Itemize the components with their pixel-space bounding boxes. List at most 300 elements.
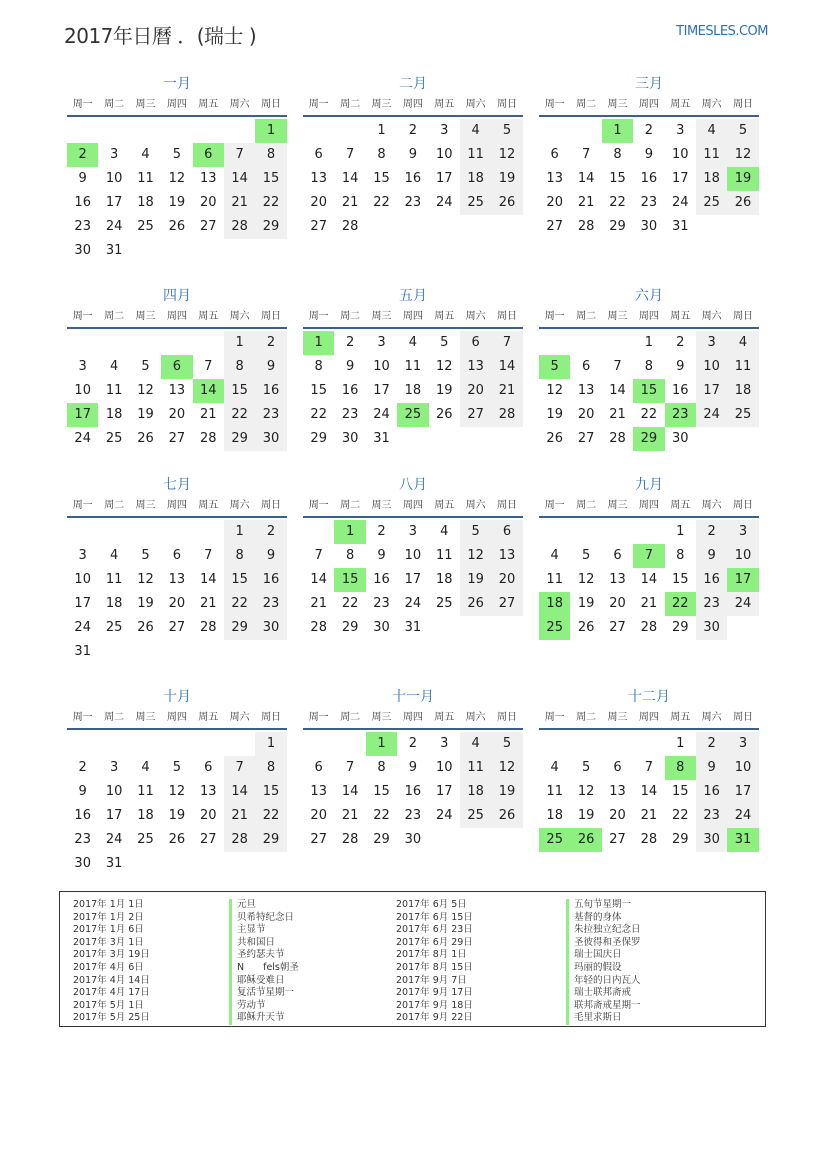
day-cell: 8 [345,548,355,563]
empty-cell [224,732,255,756]
day-cell: 12 [137,383,154,398]
holiday-day-cell: 1 [255,119,286,143]
day-cell: 14 [640,572,658,587]
weekday-label: 周二 [576,712,597,723]
day-cell: 31 [105,243,123,258]
day-cell: 27 [546,219,563,234]
weekday-label: 周四 [402,311,423,322]
day-cell: 24 [727,592,758,616]
holiday-date: 2017年 1月 6日 [73,924,144,936]
empty-cell [98,119,129,143]
day-cell: 9 [78,784,87,799]
holiday-day-cell: 23 [665,403,696,427]
weekday-header [303,307,523,329]
day-cell: 16 [671,383,689,398]
day-cell: 27 [310,832,327,847]
empty-cell [303,520,334,544]
weekday-label: 周一 [544,311,565,322]
weekday-label: 周日 [497,712,518,723]
day-cell: 3 [676,123,685,138]
month-block [303,686,523,852]
holiday-name: 朱拉独立纪念日 [566,924,641,937]
holiday-day-cell: 18 [539,592,570,616]
day-cell: 19 [577,596,595,611]
day-cell: 2 [696,732,727,756]
day-cell: 27 [310,219,327,234]
day-cell: 19 [435,383,453,398]
month-block [303,73,523,239]
day-cell: 6 [491,520,522,544]
day-cell: 14 [224,780,255,804]
holiday-name: 圣彼得和圣保罗 [566,937,641,950]
weekday-label: 周一 [72,712,93,723]
day-cell: 11 [105,572,123,587]
day-cell: 26 [460,592,491,616]
site-logo[interactable]: TIMESLES.COM [676,24,768,39]
empty-cell [570,520,601,544]
day-cell: 13 [199,171,217,186]
weekday-label: 周日 [261,99,282,110]
day-cell: 17 [435,171,453,186]
empty-cell [193,331,224,355]
day-cell: 23 [640,195,658,210]
day-cell: 30 [74,243,91,258]
holiday-name: 瑞士联邦斋戒 [566,987,641,1000]
day-cell: 30 [341,431,359,446]
day-cell: 12 [168,171,186,186]
day-cell: 10 [727,544,758,568]
day-cell: 11 [435,548,453,563]
empty-cell [633,732,664,756]
day-cell: 18 [727,379,758,403]
empty-cell [539,119,570,143]
day-cell: 18 [404,383,422,398]
weekday-label: 周六 [465,99,486,110]
day-cell: 7 [345,760,355,775]
day-cell: 31 [373,431,390,446]
day-cell: 19 [168,195,186,210]
empty-cell [130,520,161,544]
weekday-header [67,95,287,117]
day-cell: 23 [404,808,422,823]
holiday-name: 耶稣受难日 [229,975,299,988]
day-grid [67,520,287,664]
weekday-label: 周五 [198,99,219,110]
day-cell: 2 [255,520,286,544]
day-cell: 19 [137,596,154,611]
weekday-label: 周一 [308,99,329,110]
weekday-label: 周日 [497,500,518,511]
day-cell: 5 [491,119,522,143]
weekday-label: 周二 [576,99,597,110]
weekday-label: 周五 [434,311,455,322]
weekday-label: 周六 [465,311,486,322]
day-cell: 27 [577,431,595,446]
day-cell: 22 [341,596,359,611]
holiday-day-cell: 17 [67,403,98,427]
day-cell: 8 [255,143,286,167]
day-cell: 29 [609,219,626,234]
weekday-label: 周四 [402,712,423,723]
day-cell: 26 [137,620,154,635]
day-cell: 13 [199,784,217,799]
weekday-label: 周日 [497,311,518,322]
day-cell: 29 [310,431,327,446]
day-cell: 1 [224,520,255,544]
day-cell: 3 [109,760,119,775]
day-cell: 16 [404,784,422,799]
weekday-label: 周五 [670,500,691,511]
day-cell: 31 [105,856,123,871]
day-cell: 1 [676,736,685,751]
holiday-name: 毛里求斯日 [566,1012,641,1025]
day-cell: 10 [727,756,758,780]
day-cell: 10 [105,171,123,186]
weekday-label: 周二 [104,99,125,110]
day-cell: 17 [727,780,758,804]
day-cell: 30 [696,616,727,640]
weekday-label: 周五 [670,311,691,322]
holiday-list [59,891,766,1027]
weekday-label: 周日 [733,500,754,511]
day-cell: 9 [408,147,417,162]
day-cell: 22 [255,804,286,828]
holiday-date: 2017年 9月 18日 [396,999,473,1011]
day-cell: 6 [172,548,181,563]
weekday-label: 周三 [371,311,392,322]
holiday-date: 2017年 6月 29日 [396,936,473,948]
day-cell: 29 [255,828,286,852]
day-cell: 23 [373,596,390,611]
day-cell: 21 [577,195,595,210]
day-cell: 14 [609,383,626,398]
day-cell: 29 [255,215,286,239]
day-cell: 8 [224,544,255,568]
day-cell: 11 [460,143,491,167]
day-cell: 1 [644,335,653,350]
day-cell: 24 [105,219,123,234]
day-cell: 12 [460,544,491,568]
day-cell: 23 [255,592,286,616]
weekday-label: 周二 [104,311,125,322]
day-cell: 21 [199,407,217,422]
day-cell: 4 [141,147,150,162]
day-cell: 9 [644,147,653,162]
day-cell: 8 [224,355,255,379]
day-cell: 13 [609,572,626,587]
day-cell: 21 [640,596,658,611]
weekday-label: 周四 [402,500,423,511]
weekday-label: 周四 [166,99,187,110]
day-cell: 28 [199,620,217,635]
day-cell: 10 [74,572,91,587]
day-cell: 25 [696,191,727,215]
day-cell: 23 [255,403,286,427]
day-cell: 17 [105,808,123,823]
day-cell: 7 [204,548,213,563]
holiday-name: 瑞士国庆日 [566,949,641,962]
day-cell: 28 [341,832,359,847]
month-name: 七月 [163,477,191,493]
empty-cell [67,331,98,355]
day-cell: 28 [310,620,327,635]
weekday-label: 周六 [229,712,250,723]
weekday-label: 周五 [670,712,691,723]
day-cell: 30 [640,219,658,234]
empty-cell [602,331,633,355]
month-block [67,474,287,664]
holiday-day-cell: 19 [727,167,758,191]
weekday-label: 周三 [371,712,392,723]
weekday-label: 周日 [497,99,518,110]
day-cell: 21 [341,808,359,823]
day-cell: 3 [696,331,727,355]
weekday-label: 周三 [607,712,628,723]
day-cell: 17 [404,572,422,587]
weekday-label: 周二 [104,712,125,723]
day-cell: 18 [460,780,491,804]
day-cell: 19 [577,808,595,823]
weekday-label: 周日 [261,712,282,723]
day-cell: 20 [168,407,186,422]
month-block [67,73,287,263]
day-cell: 16 [255,568,286,592]
weekday-label: 周日 [733,311,754,322]
day-cell: 20 [460,379,491,403]
day-cell: 12 [577,572,595,587]
day-cell: 4 [696,119,727,143]
weekday-label: 周二 [576,311,597,322]
holiday-day-cell: 6 [161,355,192,379]
month-block [67,686,287,876]
day-cell: 2 [676,335,685,350]
day-cell: 29 [671,832,689,847]
weekday-label: 周一 [308,500,329,511]
day-cell: 19 [168,808,186,823]
day-cell: 10 [435,147,453,162]
day-cell: 16 [373,572,390,587]
day-cell: 5 [581,548,591,563]
day-cell: 3 [109,147,119,162]
holiday-date: 2017年 6月 15日 [396,911,473,923]
day-cell: 30 [696,828,727,852]
weekday-label: 周六 [701,712,722,723]
day-cell: 29 [224,616,255,640]
weekday-header [539,95,759,117]
weekday-label: 周三 [135,99,156,110]
day-cell: 11 [404,359,422,374]
day-cell: 7 [491,331,522,355]
day-cell: 29 [341,620,359,635]
day-cell: 27 [609,620,626,635]
empty-cell [224,119,255,143]
weekday-label: 周二 [340,712,361,723]
day-cell: 6 [314,760,323,775]
day-cell: 9 [696,544,727,568]
day-cell: 14 [491,355,522,379]
weekday-label: 周三 [607,311,628,322]
day-grid [539,520,759,640]
holiday-date: 2017年 4月 17日 [73,987,150,999]
day-grid [67,732,287,876]
weekday-label: 周四 [638,99,659,110]
day-cell: 22 [224,592,255,616]
weekday-header [303,95,523,117]
day-cell: 20 [310,808,327,823]
weekday-label: 周六 [465,500,486,511]
day-cell: 19 [137,407,154,422]
month-name: 二月 [399,76,427,92]
day-cell: 24 [373,407,390,422]
holiday-date: 2017年 8月 1日 [396,949,467,961]
day-cell: 24 [696,403,727,427]
empty-cell [633,520,664,544]
day-cell: 31 [74,644,91,659]
month-name: 九月 [635,477,663,493]
weekday-label: 周一 [308,712,329,723]
day-cell: 24 [435,808,453,823]
day-cell: 27 [168,431,186,446]
weekday-label: 周五 [434,500,455,511]
weekday-label: 周一 [72,99,93,110]
empty-cell [67,119,98,143]
day-cell: 8 [644,359,653,374]
day-cell: 6 [550,147,559,162]
day-cell: 4 [550,760,559,775]
day-cell: 21 [491,379,522,403]
day-cell: 21 [199,596,217,611]
weekday-label: 周三 [607,99,628,110]
empty-cell [193,520,224,544]
day-cell: 24 [727,804,758,828]
day-cell: 22 [255,191,286,215]
day-cell: 15 [373,784,390,799]
weekday-label: 周一 [72,311,93,322]
weekday-label: 周二 [576,500,597,511]
holiday-day-cell: 5 [539,355,570,379]
day-cell: 18 [137,195,154,210]
holiday-day-cell: 6 [193,143,224,167]
day-cell: 22 [640,407,658,422]
day-cell: 10 [696,355,727,379]
holiday-date: 2017年 3月 19日 [73,949,150,961]
day-cell: 25 [460,191,491,215]
empty-cell [570,331,601,355]
day-cell: 5 [141,359,150,374]
day-cell: 8 [377,147,386,162]
holiday-day-cell: 31 [727,828,758,852]
day-cell: 27 [491,592,522,616]
day-cell: 18 [696,167,727,191]
day-cell: 16 [696,568,727,592]
day-cell: 9 [255,544,286,568]
day-cell: 17 [435,784,453,799]
day-cell: 22 [609,195,626,210]
day-cell: 30 [74,856,91,871]
day-cell: 23 [74,832,91,847]
weekday-label: 周六 [701,311,722,322]
day-cell: 11 [546,784,563,799]
day-cell: 23 [696,592,727,616]
empty-cell [539,732,570,756]
day-cell: 28 [640,832,658,847]
day-cell: 4 [440,524,449,539]
day-cell: 1 [255,732,286,756]
day-cell: 13 [609,784,626,799]
day-cell: 14 [341,784,359,799]
day-cell: 17 [105,195,123,210]
empty-cell [130,119,161,143]
weekday-header [303,708,523,730]
month-block [303,474,523,640]
day-cell: 11 [696,143,727,167]
day-grid [539,732,759,852]
day-cell: 28 [224,215,255,239]
day-cell: 16 [341,383,359,398]
day-cell: 11 [137,171,154,186]
day-cell: 18 [137,808,154,823]
day-cell: 16 [404,171,422,186]
day-cell: 27 [609,832,626,847]
day-cell: 16 [640,171,658,186]
holiday-day-cell: 25 [539,616,570,640]
day-cell: 28 [224,828,255,852]
day-cell: 21 [310,596,327,611]
day-cell: 16 [74,808,91,823]
weekday-label: 周日 [733,712,754,723]
weekday-label: 周六 [701,99,722,110]
day-cell: 6 [613,548,622,563]
holiday-day-cell: 26 [570,828,601,852]
day-cell: 3 [78,359,87,374]
day-cell: 15 [224,379,255,403]
empty-cell [303,119,334,143]
day-cell: 25 [137,832,154,847]
holiday-name: 玛丽的假设 [566,962,641,975]
day-cell: 25 [460,804,491,828]
day-cell: 29 [224,427,255,451]
day-cell: 26 [577,620,595,635]
month-name: 十月 [163,689,191,705]
empty-cell [539,331,570,355]
day-cell: 27 [168,620,186,635]
holiday-name: 共和国日 [229,937,299,950]
day-cell: 6 [581,359,591,374]
weekday-label: 周五 [434,712,455,723]
day-cell: 23 [404,195,422,210]
weekday-label: 周五 [198,311,219,322]
day-grid [303,732,523,852]
day-cell: 7 [224,756,255,780]
day-cell: 25 [435,596,453,611]
day-cell: 15 [310,383,327,398]
month-block [303,285,523,451]
holiday-date: 2017年 6月 23日 [396,924,473,936]
weekday-label: 周日 [733,99,754,110]
day-cell: 26 [491,191,522,215]
empty-cell [98,331,129,355]
holiday-day-cell: 25 [539,828,570,852]
weekday-label: 周五 [198,712,219,723]
day-cell: 23 [341,407,359,422]
day-cell: 21 [609,407,626,422]
day-cell: 7 [224,143,255,167]
empty-cell [130,331,161,355]
weekday-label: 周五 [198,500,219,511]
weekday-label: 周五 [434,99,455,110]
weekday-label: 周一 [308,311,329,322]
day-cell: 12 [137,572,154,587]
